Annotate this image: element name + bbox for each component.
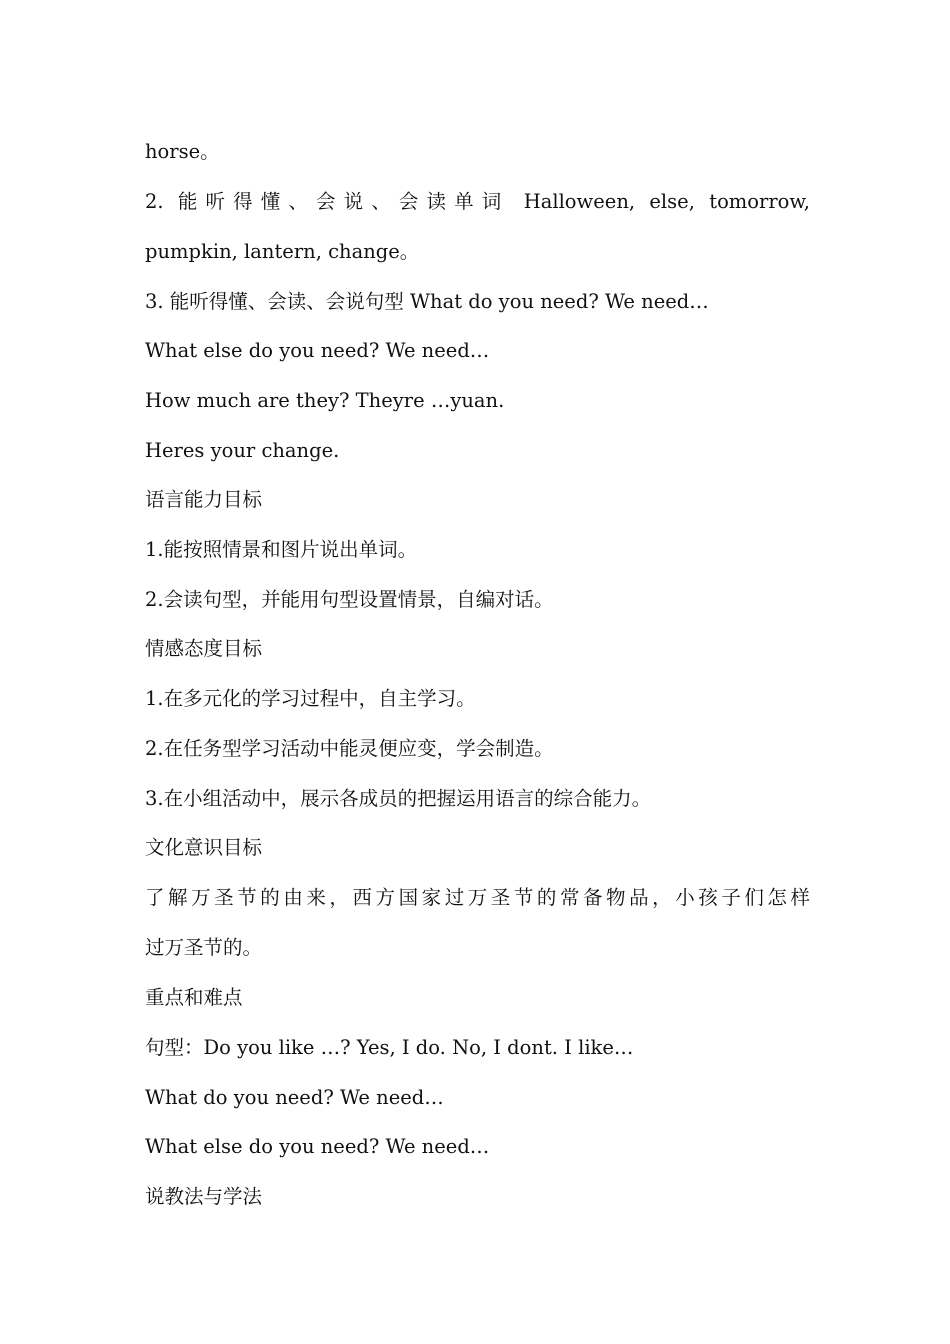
section-heading-cultural-awareness: 文化意识目标 bbox=[145, 836, 263, 859]
text-line-3: pumpkin, lantern, change。 bbox=[145, 240, 420, 263]
text-line-21: What else do you need? We need… bbox=[145, 1135, 490, 1158]
text-line-9: 1.能按照情景和图片说出单词。 bbox=[145, 538, 418, 561]
text-line-13: 2.在任务型学习活动中能灵便应变，学会制造。 bbox=[145, 737, 554, 760]
text-line-19: 句型：Do you like …? Yes, I do. No, I dont. I like… bbox=[145, 1036, 634, 1059]
text-line-17: 过万圣节的。 bbox=[145, 936, 263, 959]
text-line-5: What else do you need? We need… bbox=[145, 339, 490, 362]
text-line-1: horse。 bbox=[145, 140, 220, 163]
text-line-10: 2.会读句型，并能用句型设置情景，自编对话。 bbox=[145, 588, 554, 611]
text-line-16: 了解万圣节的由来，西方国家过万圣节的常备物品，小孩子们怎样 bbox=[145, 886, 810, 909]
section-heading-emotional-attitude: 情感态度目标 bbox=[145, 637, 263, 660]
section-heading-language-ability: 语言能力目标 bbox=[145, 488, 263, 511]
section-heading-key-points: 重点和难点 bbox=[145, 986, 243, 1009]
text-line-20: What do you need? We need… bbox=[145, 1086, 444, 1109]
text-line-4: 3. 能听得懂、会读、会说句型 What do you need? We need… bbox=[145, 290, 709, 313]
text-line-14: 3.在小组活动中，展示各成员的把握运用语言的综合能力。 bbox=[145, 787, 652, 810]
text-line-2: 2. 能听得懂、会说、会读单词 Halloween, else, tomorrow, bbox=[145, 190, 810, 213]
text-line-12: 1.在多元化的学习过程中，自主学习。 bbox=[145, 687, 476, 710]
section-heading-teaching-methods: 说教法与学法 bbox=[145, 1185, 263, 1208]
text-line-7: Heres your change. bbox=[145, 439, 340, 462]
text-line-6: How much are they? Theyre …yuan. bbox=[145, 389, 505, 412]
